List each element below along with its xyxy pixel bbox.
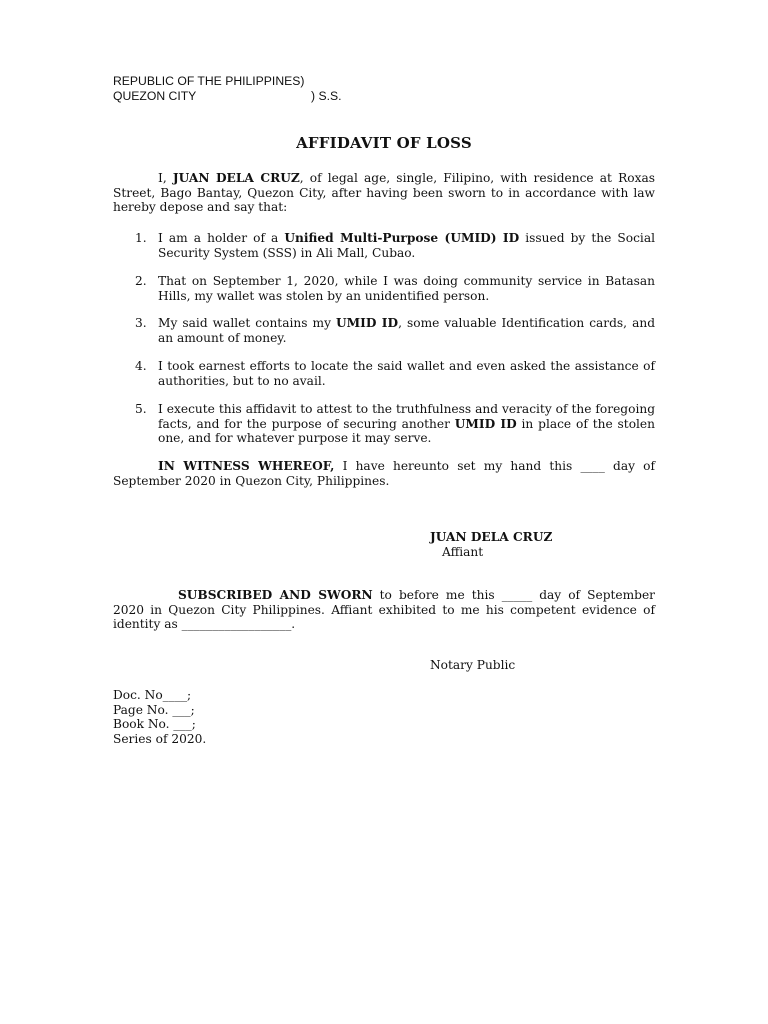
list-item <box>113 274 655 303</box>
item-text: I am a holder of a Unified Multi-Purpose (UMID) ID issued by the Social Security System (SSS) in Ali Mall, Cubao. <box>158 231 655 260</box>
intro-paragraph: I, JUAN DELA CRUZ, of legal age, single, Filipino, with residence at Roxas Street, Bago Bantay, Quezon City, after having been sworn to in accordance with law hereby depose and say that: <box>113 171 656 214</box>
item-number: 4. <box>135 359 147 373</box>
item-text: My said wallet contains my UMID ID, some valuable Identification cards, and an amount of money. <box>158 316 656 345</box>
affiant-name: JUAN DELA CRUZ <box>172 171 300 185</box>
witness-paragraph: IN WITNESS WHEREOF, I have hereunto set my hand this ____ day of September 2020 in Quezon City, Philippines. <box>113 459 656 488</box>
signatory-name: JUAN DELA CRUZ <box>430 530 553 544</box>
book-number: Book No. ___; <box>113 717 196 731</box>
item-text: I took earnest efforts to locate the said wallet and even asked the assistance of authorities, but to no avail. <box>158 359 655 388</box>
caption-republic: REPUBLIC OF THE PHILIPPINES) <box>113 74 305 88</box>
signatory-role: Affiant <box>442 544 484 559</box>
notary-public-label: Notary Public <box>430 658 516 672</box>
doc-number: Doc. No____; <box>113 688 192 702</box>
list-item <box>113 402 655 446</box>
document-title: AFFIDAVIT OF LOSS <box>296 134 472 152</box>
signature-block <box>430 530 552 559</box>
list-item <box>113 231 655 260</box>
caption-ss: ) S.S. <box>311 88 342 103</box>
list-item <box>113 316 655 345</box>
case-caption <box>113 74 342 103</box>
item-number: 2. <box>135 274 147 288</box>
caption-city: QUEZON CITY <box>113 88 197 103</box>
item-number: 5. <box>135 402 147 416</box>
item-text: I execute this affidavit to attest to the truthfulness and veracity of the foregoing facts, and for the purpose of securing another UMID ID in place of the stolen one, and for whatever purpose it may serve. <box>158 402 655 445</box>
page-number: Page No. ___; <box>113 702 195 717</box>
item-text: That on September 1, 2020, while I was doing community service in Batasan Hills, my wallet was stolen by an unidentified person. <box>158 274 655 303</box>
item-number: 3. <box>135 316 147 330</box>
document-reference <box>113 688 206 746</box>
jurat-paragraph: SUBSCRIBED AND SWORN to before me this _____ day of September 2020 in Quezon City Philippines. Affiant exhibited to me his competent evidence of identity as __________________. <box>113 588 655 631</box>
item-number: 1. <box>135 231 147 245</box>
series-year: Series of 2020. <box>113 731 207 746</box>
list-item <box>113 359 655 388</box>
